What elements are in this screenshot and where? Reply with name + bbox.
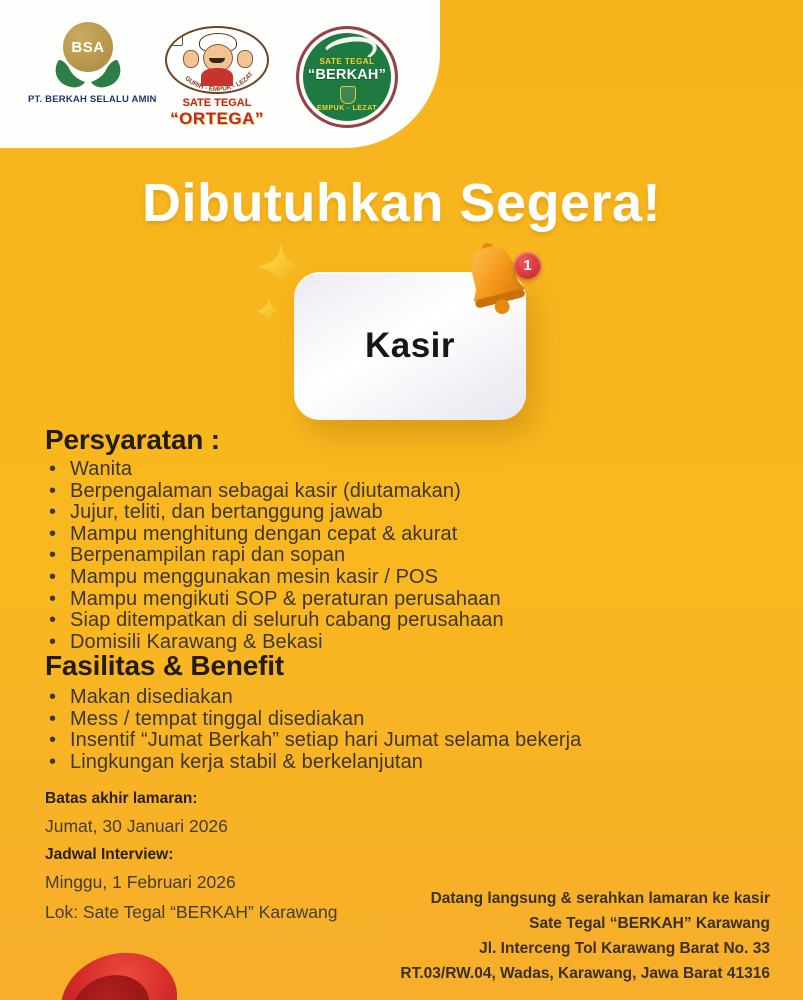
list-item: • Berpengalaman sebagai kasir (diutamakan) <box>45 481 504 503</box>
hands-icon <box>51 58 125 92</box>
contact-line: Datang langsung & serahkan lamaran ke kasir <box>430 890 770 907</box>
svg-text:GURIH - EMPUK - LEZAT: GURIH - EMPUK - LEZAT <box>183 70 255 92</box>
list-item: • Insentif “Jumat Berkah” setiap hari Jumat selama bekerja <box>45 730 581 752</box>
berkah-name-text: “BERKAH” <box>307 67 387 83</box>
benefits-heading: Fasilitas & Benefit <box>45 650 284 681</box>
contact-line: Sate Tegal “BERKAH” Karawang <box>529 915 770 932</box>
berkah-top-text: SATE TEGAL <box>319 57 375 66</box>
header-logo-band <box>0 0 440 148</box>
bsa-company-name: PT. BERKAH SELALU AMIN <box>28 94 157 105</box>
list-item: • Lingkungan kerja stabil & berkelanjutan <box>45 752 581 774</box>
bsa-logo <box>28 22 157 105</box>
list-item: • Mess / tempat tinggal disediakan <box>45 709 581 731</box>
list-item: • Mampu mengikuti SOP & peraturan perusahaan <box>45 589 504 611</box>
schedule-block <box>45 790 337 932</box>
contact-block <box>400 886 770 986</box>
interview-value: Minggu, 1 Februari 2026 <box>45 872 236 892</box>
ortega-logo-oval <box>165 26 269 94</box>
ortega-brand-line1: SATE TEGAL <box>182 97 252 109</box>
list-item: • Siap ditempatkan di seluruh cabang perusahaan <box>45 610 504 632</box>
interview-label: Jadwal Interview: <box>45 846 174 863</box>
list-item: • Berpenampilan rapi dan sopan <box>45 545 504 567</box>
bsa-logo-circle: BSA <box>63 22 113 72</box>
requirements-heading: Persyaratan : <box>45 424 220 455</box>
berkah-emblem-icon <box>340 86 356 104</box>
benefits-list <box>45 687 581 773</box>
megaphone-icon <box>42 948 212 1000</box>
contact-line: RT.03/RW.04, Wadas, Karawang, Jawa Barat 41316 <box>400 965 770 982</box>
list-item: • Mampu menggunakan mesin kasir / POS <box>45 567 504 589</box>
sparkle-icon <box>256 298 282 324</box>
list-item: • Wanita <box>45 459 504 481</box>
berkah-logo-circle <box>296 26 398 128</box>
vacancy-position: Kasir <box>364 326 456 365</box>
list-item: • Mampu menghitung dengan cepat & akurat <box>45 524 504 546</box>
ortega-arc-text <box>167 28 267 92</box>
deadline-label: Batas akhir lamaran: <box>45 790 198 807</box>
list-item: • Domisili Karawang & Bekasi <box>45 632 504 654</box>
contact-line: Jl. Interceng Tol Karawang Barat No. 33 <box>479 940 770 957</box>
berkah-bottom-text: EMPUK - LEZAT <box>316 105 378 112</box>
requirements-list <box>45 459 504 653</box>
berkah-logo <box>296 26 398 128</box>
interview-location: Lok: Sate Tegal “BERKAH” Karawang <box>45 902 338 922</box>
deadline-value: Jumat, 30 Januari 2026 <box>45 816 228 836</box>
poster-title: Dibutuhkan Segera! <box>141 173 662 233</box>
ortega-logo <box>162 26 272 129</box>
list-item: • Jujur, teliti, dan bertanggung jawab <box>45 502 504 524</box>
list-item: • Makan disediakan <box>45 687 581 709</box>
ortega-brand-line2: “ORTEGA” <box>170 109 264 128</box>
notification-badge: 1 <box>514 252 541 279</box>
